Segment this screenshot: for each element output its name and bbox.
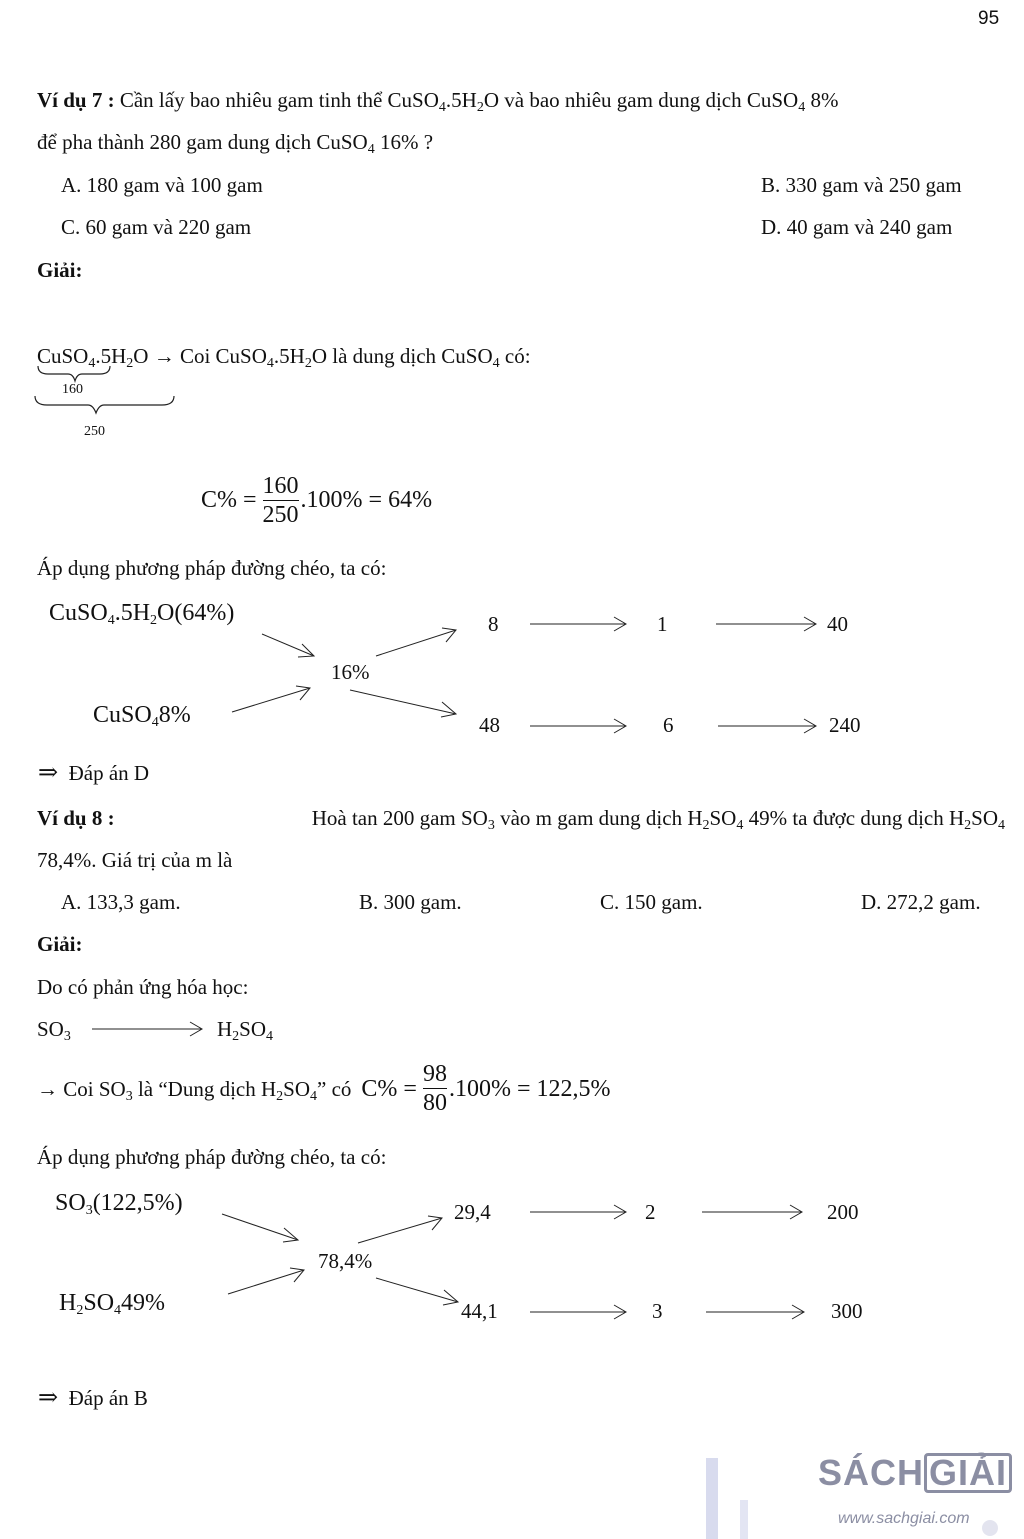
ex8-option-c: C. 150 gam. <box>600 890 703 914</box>
ex7-option-a: A. 180 gam và 100 gam <box>61 173 263 197</box>
ex7-solution-heading: Giải: <box>37 258 83 282</box>
ex7-option-b: B. 330 gam và 250 gam <box>761 173 962 197</box>
implies-icon: ⇒ <box>38 760 59 786</box>
ex7-diagram-top-substance: $CuSO_4.5H_2O(64\%)$ <box>49 600 235 628</box>
ex7-concentration-equation: C% = $\frac{160}{250}$ .100% = 64% <box>201 473 433 528</box>
page-number: 95 <box>978 8 1000 29</box>
ex7-option-c: C. 60 gam và 220 gam <box>61 215 252 239</box>
ex8-solution-heading: Giải: <box>37 932 83 956</box>
ex8-diff-bottom: 44,1 <box>461 1299 498 1323</box>
implies-icon: ⇒ <box>38 1385 59 1411</box>
ex8-ratio-bottom: 3 <box>652 1299 663 1323</box>
ex7-diff-top: 8 <box>488 612 499 636</box>
ex8-option-a: A. 133,3 gam. <box>61 890 181 914</box>
ex8-option-d: D. 272,2 gam. <box>861 890 981 914</box>
ex8-diff-top: 29,4 <box>454 1200 491 1224</box>
ex8-mass-bottom: 300 <box>831 1299 863 1323</box>
ex7-ratio-top: 1 <box>657 612 668 636</box>
ex8-reaction-product: $H_2SO_4$ <box>217 1017 274 1044</box>
ex8-option-b: B. 300 gam. <box>359 890 462 914</box>
ex8-question-line1: Ví dụ 8 : Hoà tan 200 gam $SO_3$ vào m gam dung dịch $H_2SO_4$ 49% ta được dung dịch $H_2SO_4$ <box>37 806 1005 833</box>
ex8-ratio-top: 2 <box>645 1200 656 1224</box>
ex8-reaction-text: Do có phản ứng hóa học: <box>37 975 249 999</box>
ex7-answer: ⇒ Đáp án D <box>38 760 150 786</box>
ex7-mass-top: 40 <box>827 612 848 636</box>
ex7-diagram-mix: 16% <box>331 660 370 684</box>
ex7-ratio-bottom: 6 <box>663 713 674 737</box>
brace-label-250: 250 <box>84 424 105 439</box>
ex7-mass-bottom: 240 <box>829 713 861 737</box>
ex7-question-line1: Ví dụ 7 : Cần lấy bao nhiêu gam tinh thể $CuSO_4.5H_2O$ và bao nhiêu gam dung dịch CuSO$_4$ 8% <box>37 88 839 115</box>
watermark-url: www.sachgiai.com <box>838 1510 970 1527</box>
ex8-diagram-mix: 78,4% <box>318 1249 373 1273</box>
ex8-concentration-equation: C% = $\frac{98}{80}$ .100% = 122,5% <box>361 1061 611 1116</box>
ex7-diagram-bottom-substance: CuSO$_4$8% <box>93 702 191 730</box>
watermark-logo: SÁCH GIẢI <box>818 1452 1012 1494</box>
ex7-option-d: D. 40 gam và 240 gam <box>761 215 953 239</box>
ex7-apply-text: Áp dụng phương pháp đường chéo, ta có: <box>37 556 387 580</box>
ex8-reaction-reactant: $SO_3$ <box>37 1017 71 1044</box>
ex8-title: Ví dụ 8 : <box>37 806 115 830</box>
ex7-diff-bottom: 48 <box>479 713 500 737</box>
ex8-answer: ⇒ Đáp án B <box>38 1385 148 1411</box>
ex7-title: Ví dụ 7 : <box>37 88 115 112</box>
ex7-coi-line: $CuSO_4.5H_2O$ → Coi $CuSO_4.5H_2O$ là dung dịch CuSO$_4$ có: <box>37 344 531 371</box>
brace-label-160: 160 <box>62 382 83 397</box>
ex8-mass-top: 200 <box>827 1200 859 1224</box>
ex8-question-line2: 78,4%. Giá trị của m là <box>37 848 233 872</box>
ex7-question-line2: để pha thành 280 gam dung dịch CuSO$_4$ 16% ? <box>37 130 434 157</box>
ex8-apply-text: Áp dụng phương pháp đường chéo, ta có: <box>37 1145 387 1169</box>
ex8-diagram-bottom-substance: $H_2SO_449\%$ <box>59 1290 166 1318</box>
ex8-diagram-top-substance: $SO_3(122,5\%)$ <box>55 1190 183 1218</box>
ex8-coi-line: → Coi $SO_3$ là “Dung dịch $H_2SO_4$” có C% = $\frac{98}{80}$ .100% = 122,5% <box>37 1061 611 1116</box>
